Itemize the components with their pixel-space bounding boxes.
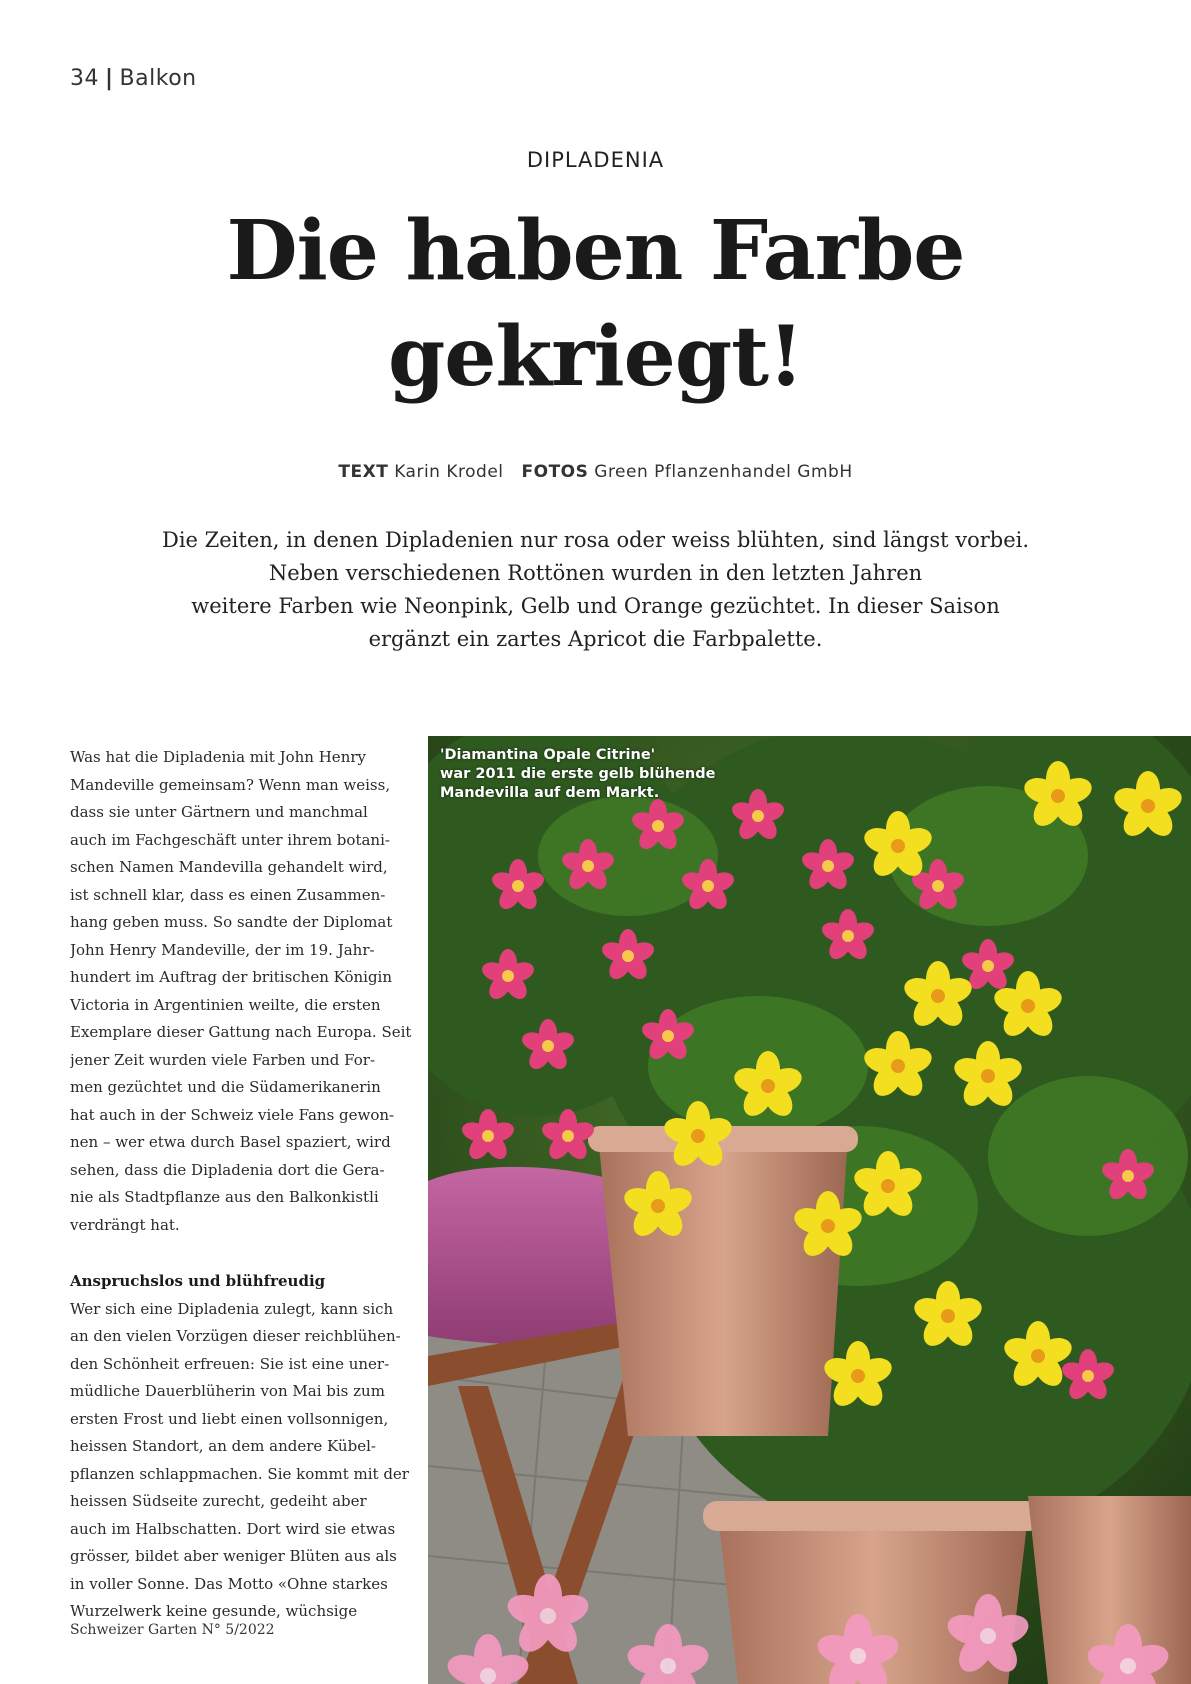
- body-line: müdliche Dauerblüherin von Mai bis zum: [70, 1382, 385, 1400]
- body-line: dass sie unter Gärtnern und manchmal: [70, 803, 368, 821]
- lead-line: ergänzt ein zartes Apricot die Farbpalette.: [368, 627, 823, 651]
- caption-line: 'Diamantina Opale Citrine': [440, 747, 656, 763]
- body-line: John Henry Mandeville, der im 19. Jahr-: [70, 940, 375, 959]
- body-line: ersten Frost und liebt einen vollsonnigen,: [70, 1409, 389, 1428]
- body-line: jener Zeit wurden viele Farben und For-: [70, 1050, 376, 1069]
- caption-line: Mandevilla auf dem Markt.: [440, 785, 660, 801]
- article-photo: [428, 736, 1191, 1684]
- lead-line: Neben verschiedenen Rottönen wurden in den letzten Jahren: [268, 561, 923, 585]
- body-line: men gezüchtet und die Südamerikanerin: [70, 1078, 381, 1096]
- section-subheading: Anspruchslos und blühfreudig: [70, 1272, 326, 1290]
- body-line: schen Namen Mandevilla gehandelt wird,: [70, 858, 388, 876]
- photo-caption: [440, 746, 760, 803]
- lead-line: weitere Farben wie Neonpink, Gelb und Orange gezüchtet. In dieser Saison: [191, 594, 1000, 618]
- article-credits: [0, 462, 1191, 482]
- section-name: Balkon: [119, 66, 197, 91]
- headline-line: gekriegt!: [387, 309, 804, 405]
- body-line: auch im Halbschatten. Dort wird sie etwas: [70, 1519, 396, 1538]
- body-line: heissen Südseite zurecht, gedeiht aber: [70, 1492, 367, 1510]
- body-line: den Schönheit erfreuen: Sie ist eine uner-: [70, 1354, 390, 1373]
- body-line: sehen, dass die Dipladenia dort die Gera-: [70, 1160, 385, 1179]
- body-line: nie als Stadtpflanze aus den Balkonkistli: [70, 1188, 379, 1206]
- mandevilla-photo-illustration: [428, 736, 1191, 1684]
- body-line: pflanzen schlappmachen. Sie kommt mit der: [70, 1464, 409, 1483]
- body-line: Wer sich eine Dipladenia zulegt, kann sich: [70, 1299, 394, 1318]
- body-line: auch im Fachgeschäft unter ihrem botani-: [70, 830, 390, 849]
- body-line: hundert im Auftrag der britischen Königin: [70, 968, 393, 986]
- body-line: in voller Sonne. Das Motto «Ohne starkes: [70, 1574, 388, 1593]
- text-credit-label: TEXT: [338, 462, 389, 482]
- page-number: 34: [70, 66, 99, 91]
- photo-credit-label: FOTOS: [521, 462, 589, 482]
- body-line: hat auch in der Schweiz viele Fans gewon-: [70, 1105, 395, 1124]
- page-folio: [70, 66, 197, 91]
- folio-separator: |: [105, 66, 114, 91]
- body-column: [70, 744, 415, 1626]
- body-line: hang geben muss. So sandte der Diplomat: [70, 913, 393, 931]
- body-line: Wurzelwerk keine gesunde, wüchsige: [70, 1602, 358, 1620]
- photo-credit-author: Green Pflanzenhandel GmbH: [594, 462, 853, 482]
- lead-line: Die Zeiten, in denen Dipladenien nur rosa oder weiss blühten, sind längst vorbei.: [161, 528, 1030, 552]
- body-paragraph: [70, 1296, 415, 1626]
- body-line: Was hat die Dipladenia mit John Henry: [70, 748, 366, 766]
- article-headline: [60, 198, 1131, 410]
- body-line: Exemplare dieser Gattung nach Europa. Seit: [70, 1023, 412, 1041]
- body-line: ist schnell klar, dass es einen Zusammen-: [70, 885, 386, 904]
- body-line: Mandeville gemeinsam? Wenn man weiss,: [70, 775, 391, 794]
- body-paragraph: [70, 744, 415, 1239]
- body-line: heissen Standort, an dem andere Kübel-: [70, 1437, 376, 1455]
- headline-line: Die haben Farbe: [226, 203, 965, 299]
- body-line: grösser, bildet aber weniger Blüten aus als: [70, 1547, 397, 1565]
- body-line: an den vielen Vorzügen dieser reichblühen-: [70, 1327, 401, 1345]
- text-credit-author: Karin Krodel: [394, 462, 504, 482]
- body-line: nen – wer etwa durch Basel spaziert, wird: [70, 1133, 391, 1151]
- article-kicker: DIPLADENIA: [526, 148, 665, 172]
- body-line: verdrängt hat.: [70, 1215, 180, 1234]
- caption-line: war 2011 die erste gelb blühende: [440, 766, 716, 782]
- body-line: Victoria in Argentinien weilte, die ersten: [70, 995, 381, 1014]
- magazine-footer: Schweizer Garten N° 5/2022: [70, 1622, 275, 1638]
- article-lead: [150, 524, 1041, 656]
